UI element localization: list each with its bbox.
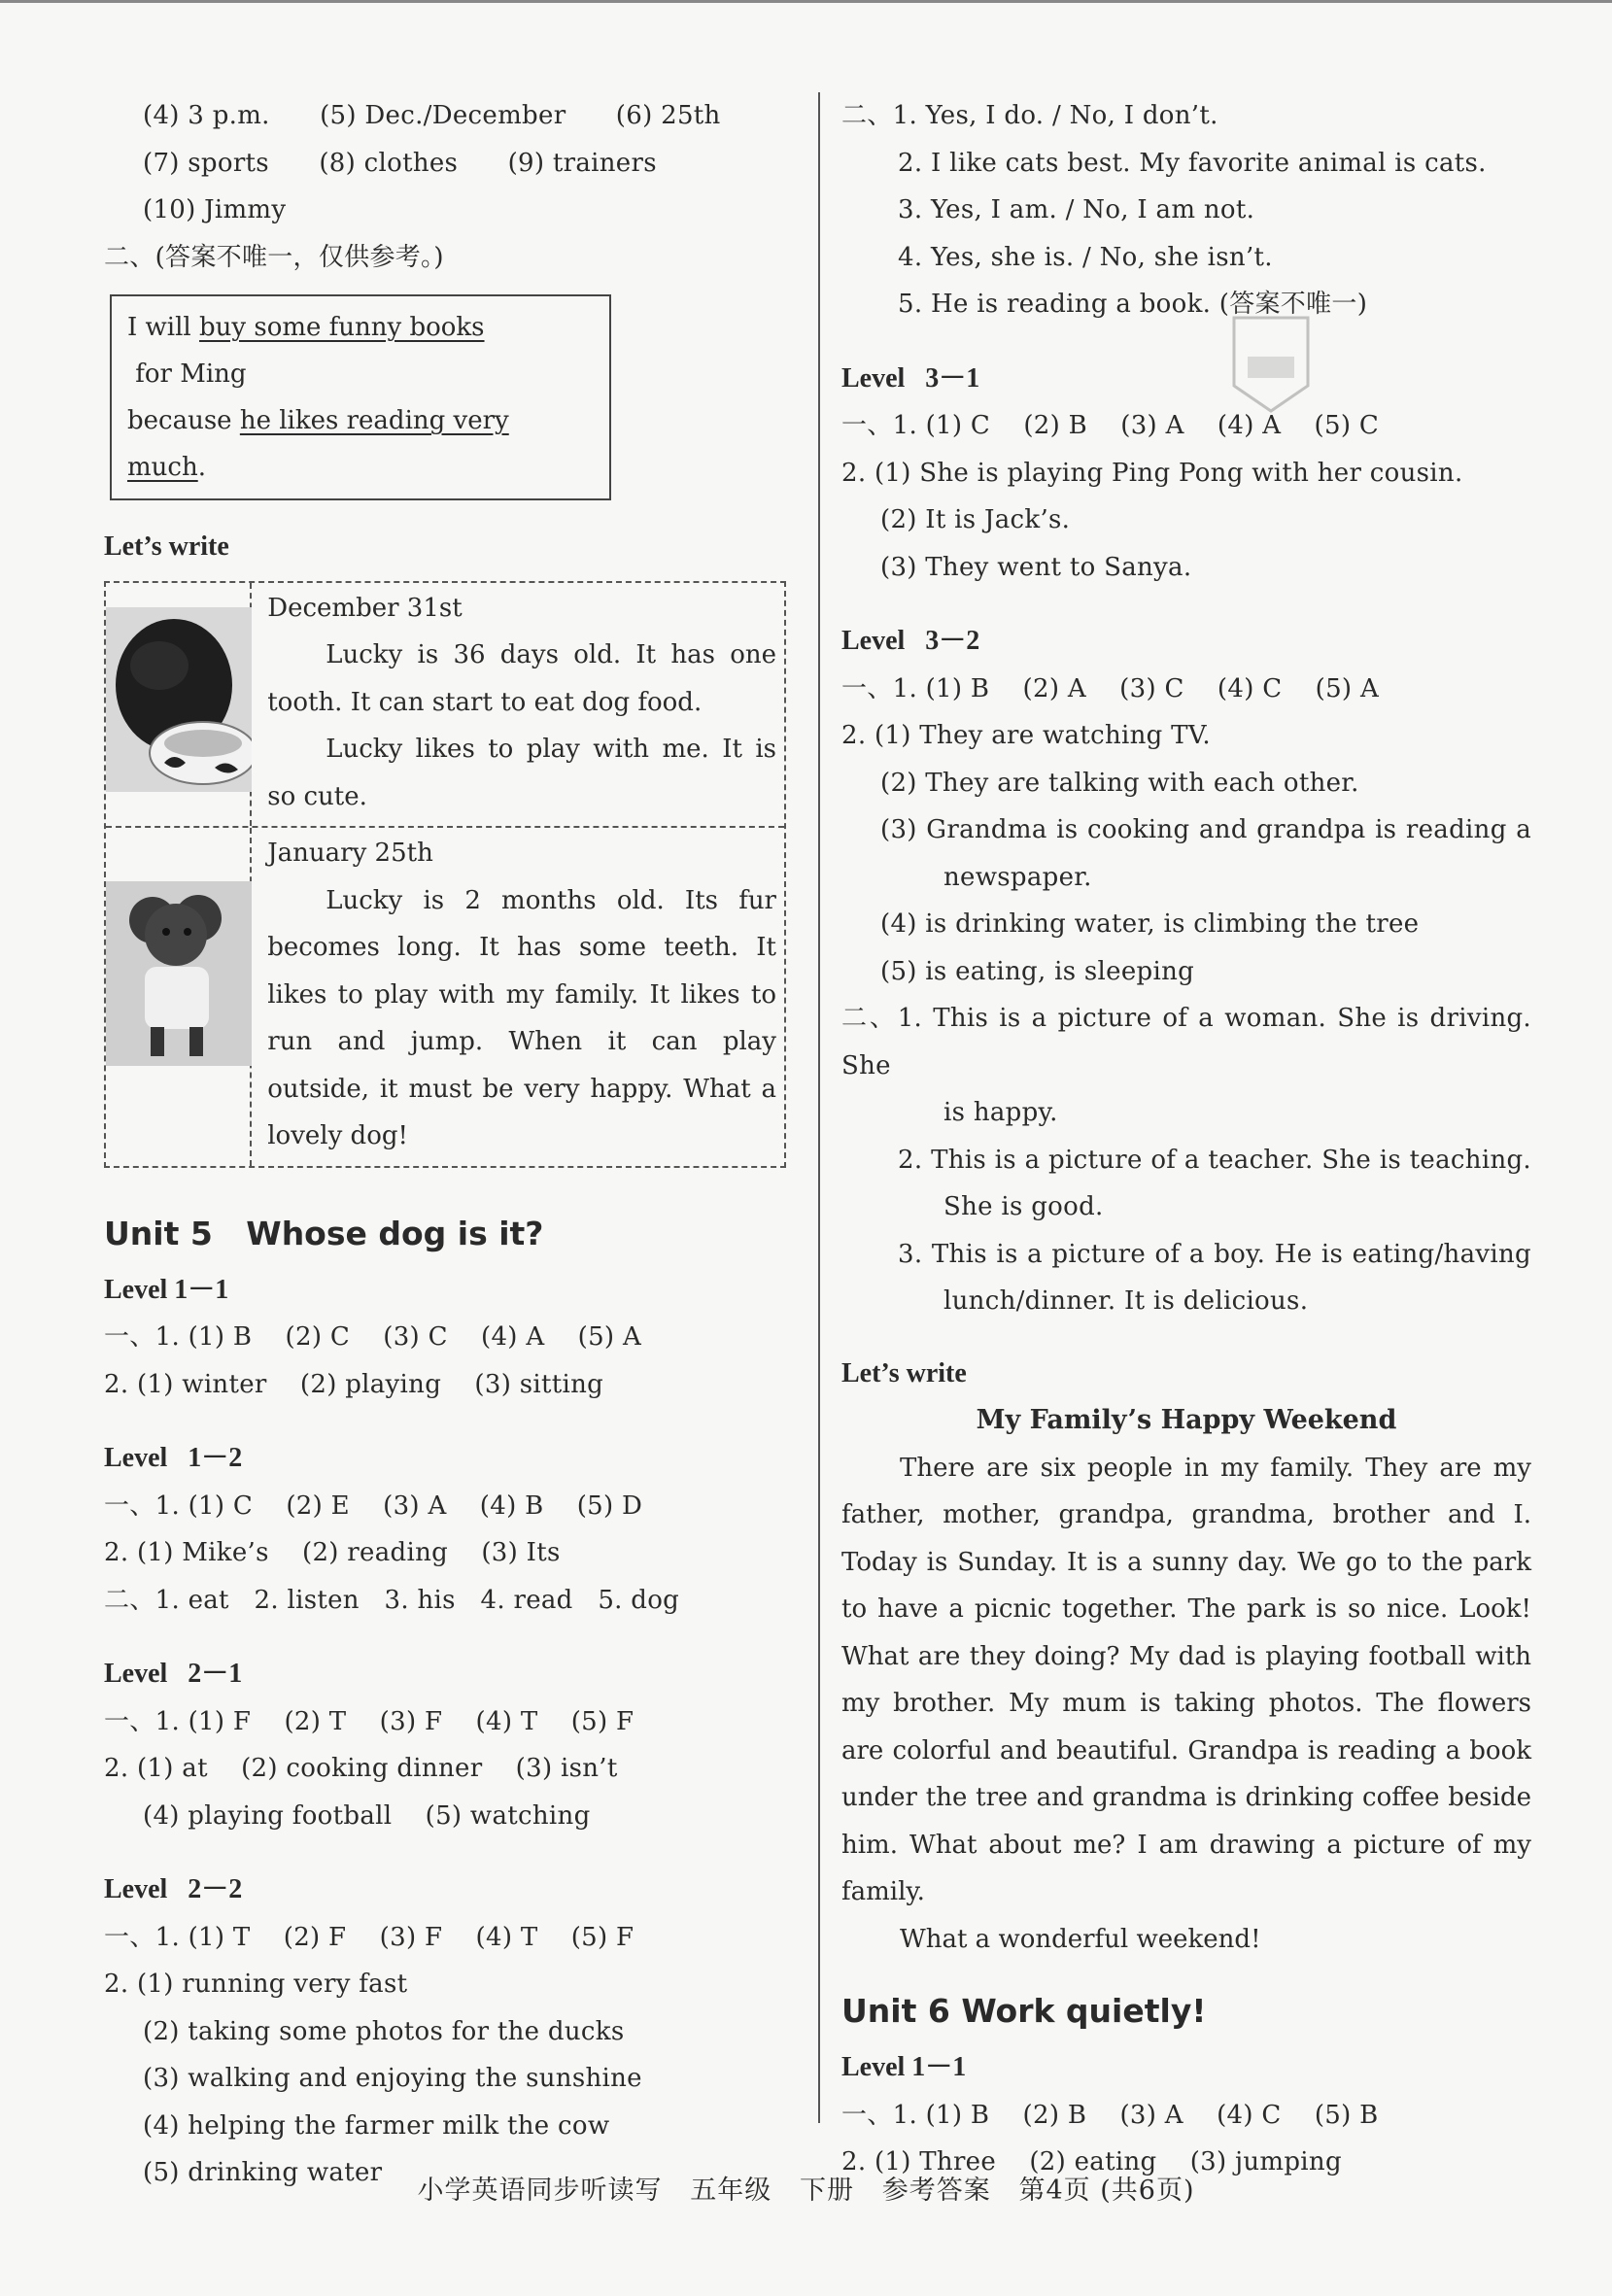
level-heading: Level 2－1 xyxy=(104,1659,243,1689)
answer-line: 二、1. This is a picture of a woman. She is driving. She xyxy=(841,1004,1531,1080)
poodle-image xyxy=(106,881,252,1066)
box-line-2: because he likes reading very much. xyxy=(127,406,509,482)
answer-line: (10) Jimmy xyxy=(143,195,287,224)
answer-line: (4) 3 p.m. (5) Dec./December (6) 25th xyxy=(143,101,721,130)
answer-line: (4) is drinking water, is climbing the tree xyxy=(880,909,1420,939)
answer-line: (7) sports (8) clothes (9) trainers xyxy=(143,148,657,178)
answer-line: 一、1. (1) B (2) A (3) C (4) C (5) A xyxy=(841,673,1380,703)
lets-write-heading: Let’s write xyxy=(104,531,229,562)
page-footer: 小学英语同步听读写 五年级 下册 参考答案 第4页 (共6页) xyxy=(417,2176,1195,2206)
essay xyxy=(841,1397,1531,1963)
section-heading: 二、(答案不唯一，仅供参考。) xyxy=(104,242,444,272)
answer-line: is happy. xyxy=(943,1098,1058,1127)
diary-row xyxy=(106,583,784,827)
answer-line: 一、1. (1) C (2) B (3) A (4) A (5) C xyxy=(841,411,1380,440)
answer-line: 二、1. Yes, I do. / No, I don’t. xyxy=(841,101,1218,130)
diary-row xyxy=(106,826,784,1166)
answer-line: 4. Yes, she is. / No, she isn’t. xyxy=(898,242,1273,272)
level-heading: Level 3－1 xyxy=(841,362,980,394)
answer-line: 2. This is a picture of a teacher. She is teaching. xyxy=(898,1145,1531,1175)
essay-paragraph: What a wonderful weekend! xyxy=(900,1924,1261,1954)
diary-entry xyxy=(252,828,784,1166)
right-column xyxy=(841,92,1531,2186)
answer-line: (2) taking some photos for the ducks xyxy=(143,2016,625,2046)
answer-line: (5) is eating, is sleeping xyxy=(880,956,1195,986)
diary-entry xyxy=(252,583,784,827)
level-heading: Level 1－1 xyxy=(841,2052,967,2082)
diary-text: Lucky likes to play with me. It is so cute. xyxy=(267,735,776,811)
essay-title: My Family’s Happy Weekend xyxy=(976,1405,1397,1435)
answer-line: She is good. xyxy=(943,1192,1104,1221)
answer-line: 一、1. (1) C (2) E (3) A (4) B (5) D xyxy=(104,1491,643,1521)
answer-line: 2. (1) running very fast xyxy=(104,1970,408,1999)
answer-line: 3. Yes, I am. / No, I am not. xyxy=(898,195,1255,224)
answer-line: 2. I like cats best. My favorite animal is cats. xyxy=(898,148,1487,178)
answer-line: 5. He is reading a book. (答案不唯一) xyxy=(898,290,1368,319)
answer-line: 2. (1) Three (2) eating (3) jumping xyxy=(841,2147,1342,2176)
answer-line: (2) They are talking with each other. xyxy=(880,768,1359,798)
dog-photo-1 xyxy=(106,583,252,827)
level-heading: Level 3－2 xyxy=(841,626,980,656)
level-heading: Level 1－2 xyxy=(104,1443,243,1473)
answer-line: (4) playing football (5) watching xyxy=(143,1800,591,1831)
answer-line: 2. (1) They are watching TV. xyxy=(841,721,1211,750)
unit-title: Unit 6 Work quietly! xyxy=(841,1992,1207,2030)
level-heading: Level 2－2 xyxy=(104,1874,243,1904)
answer-box xyxy=(110,294,611,500)
answer-line: (2) It is Jack’s. xyxy=(880,505,1071,534)
answer-line: (4) helping the farmer milk the cow xyxy=(143,2110,610,2141)
answer-line: 2. (1) winter (2) playing (3) sitting xyxy=(104,1369,604,1399)
column-divider xyxy=(818,92,820,2123)
box-line-1: I will buy some funny books for Ming xyxy=(127,313,485,389)
answer-line: (3) They went to Sanya. xyxy=(880,552,1192,582)
answer-line: 一、1. (1) B (2) B (3) A (4) C (5) B xyxy=(841,2100,1379,2130)
unit-title: Unit 5 Whose dog is it? xyxy=(104,1214,544,1252)
answer-line: (5) drinking water xyxy=(143,2158,383,2187)
left-column xyxy=(104,92,789,2197)
answer-line: 一、1. (1) T (2) F (3) F (4) T (5) F xyxy=(104,1922,635,1952)
answer-line: 2. (1) at (2) cooking dinner (3) isn’t xyxy=(104,1754,618,1783)
answer-line: 2. (1) Mike’s (2) reading (3) Its xyxy=(104,1538,561,1567)
lets-write-heading: Let’s write xyxy=(841,1357,967,1388)
diary-table xyxy=(104,581,786,1168)
answer-line: (3) Grandma is cooking and grandpa is reading a xyxy=(880,815,1531,844)
puppy-bowl-image xyxy=(106,607,252,792)
answer-line: 二、1. eat 2. listen 3. his 4. read 5. dog xyxy=(104,1585,680,1615)
watermark-stamp-icon xyxy=(1226,314,1316,415)
answer-line: newspaper. xyxy=(943,862,1092,892)
diary-text: Lucky is 36 days old. It has one tooth. It can start to eat dog food. xyxy=(267,640,776,717)
diary-text: Lucky is 2 months old. Its fur becomes long. It has some teeth. It likes to play with my family. It likes to run and jump. When it can play outside, it must be very happy. What a lovely dog! xyxy=(267,885,776,1150)
answer-line: 一、1. (1) F (2) T (3) F (4) T (5) F xyxy=(104,1706,635,1736)
diary-date: December 31st xyxy=(267,593,463,623)
dog-photo-2 xyxy=(106,828,252,1166)
level-heading: Level 1－1 xyxy=(104,1274,229,1305)
essay-paragraph: There are six people in my family. They are my father, mother, grandpa, grandma, brother and I. Today is Sunday. It is a sunny day. We go to the park to have a picnic together. The park is so nice. Look! What are they doing? My dad is playing football with my brother. My mum is taking photos. The flowers are colorful and beautiful. Grandpa is reading a book under the tree and grandma is drinking coffee beside him. What about me? I am drawing a picture of my family. xyxy=(841,1453,1531,1906)
answer-line: lunch/dinner. It is delicious. xyxy=(943,1286,1309,1316)
answer-line: 一、1. (1) B (2) C (3) C (4) A (5) A xyxy=(104,1322,642,1352)
answer-line: 2. (1) She is playing Ping Pong with her cousin. xyxy=(841,458,1463,488)
top-rule xyxy=(0,0,1612,3)
diary-date: January 25th xyxy=(267,839,433,868)
answer-line: (3) walking and enjoying the sunshine xyxy=(143,2064,642,2093)
answer-line: 3. This is a picture of a boy. He is eating/having xyxy=(898,1239,1531,1269)
